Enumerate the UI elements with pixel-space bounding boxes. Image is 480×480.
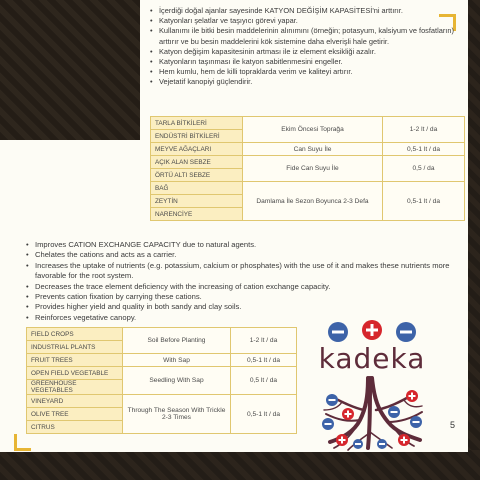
en-bullet: • Provides higher yield and quality in both sandy and clay soils. bbox=[26, 302, 458, 312]
kadeka-logo bbox=[308, 316, 436, 452]
table-row bbox=[151, 182, 465, 195]
en-bullet: • Chelates the cations and acts as a carrier. bbox=[26, 250, 458, 260]
en-bullet: • Increases the uptake of nutrients (e.g. potassium, calcium or phosphates) with the use of it and makes these nutrients more favorable for the root system. bbox=[26, 261, 458, 282]
table-row bbox=[151, 117, 465, 130]
crop-cell: CITRUS bbox=[27, 421, 123, 434]
crop-cell: OLIVE TREE bbox=[27, 408, 123, 421]
method-cell: Seedling With Sap bbox=[123, 367, 231, 395]
crop-cell: FIELD CROPS bbox=[27, 328, 123, 341]
method-cell: Soil Before Planting bbox=[123, 328, 231, 354]
method-cell: Through The Season With Trickle 2-3 Times bbox=[123, 395, 231, 434]
turkish-benefits-list bbox=[150, 6, 464, 88]
tr-bullet: • Hem kumlu, hem de killi topraklarda verim ve kaliteyi artırır. bbox=[150, 67, 464, 77]
crop-cell: TARLA BİTKİLERİ bbox=[151, 117, 243, 130]
method-cell: Ekim Öncesi Toprağa bbox=[243, 117, 383, 143]
crop-cell: INDUSTRIAL PLANTS bbox=[27, 341, 123, 354]
crop-cell: MEYVE AĞAÇLARI bbox=[151, 143, 243, 156]
en-bullet: • Prevents cation fixation by carrying these cations. bbox=[26, 292, 458, 302]
table-row bbox=[27, 328, 297, 341]
dose-cell: 0,5 / da bbox=[383, 156, 465, 182]
crop-cell: GREENHOUSE VEGETABLES bbox=[27, 380, 123, 395]
dose-cell: 1-2 lt / da bbox=[231, 328, 297, 354]
page-number: 5 bbox=[450, 420, 456, 430]
table-row bbox=[27, 354, 297, 367]
table-row bbox=[151, 156, 465, 169]
dose-cell: 0,5 lt / da bbox=[231, 367, 297, 395]
table-row bbox=[27, 367, 297, 380]
table-row bbox=[27, 395, 297, 408]
dose-cell: 1-2 lt / da bbox=[383, 117, 465, 143]
method-cell: Fide Can Suyu İle bbox=[243, 156, 383, 182]
dose-cell: 0,5-1 lt / da bbox=[383, 182, 465, 221]
crop-cell: AÇIK ALAN SEBZE bbox=[151, 156, 243, 169]
tr-bullet: • Katyon değişim kapasitesinin artması ile iz element eksikliği azalır. bbox=[150, 47, 464, 57]
english-benefits-list bbox=[26, 240, 458, 323]
crop-cell: ÖRTÜ ALTI SEBZE bbox=[151, 169, 243, 182]
bottom-frame bbox=[0, 450, 480, 480]
top-left-pattern bbox=[0, 0, 140, 140]
dose-cell: 0,5-1 lt / da bbox=[383, 143, 465, 156]
en-bullet: • Improves CATION EXCHANGE CAPACITY due to natural agents. bbox=[26, 240, 458, 250]
method-cell: Can Suyu İle bbox=[243, 143, 383, 156]
table-row bbox=[151, 143, 465, 156]
en-bullet: • Reinforces vegetative canopy. bbox=[26, 313, 458, 323]
crop-cell: FRUIT TREES bbox=[27, 354, 123, 367]
crop-cell: OPEN FIELD VEGETABLE bbox=[27, 367, 123, 380]
tr-bullet: • Katyonları şelatlar ve taşıyıcı görevi yapar. bbox=[150, 16, 464, 26]
corner-bracket-bottom-left bbox=[14, 434, 31, 451]
english-dosage-table bbox=[26, 327, 297, 434]
tr-bullet: • Vejetatif kanopiyi güçlendirir. bbox=[150, 77, 464, 87]
method-cell: Damlama İle Sezon Boyunca 2-3 Defa bbox=[243, 182, 383, 221]
crop-cell: BAĞ bbox=[151, 182, 243, 195]
tr-bullet: • Katyonların taşınması ile katyon sabitlenmesini engeller. bbox=[150, 57, 464, 67]
crop-cell: ENDÜSTRİ BİTKİLERİ bbox=[151, 130, 243, 143]
crop-cell: ZEYTİN bbox=[151, 195, 243, 208]
crop-cell: NARENCİYE bbox=[151, 208, 243, 221]
dose-cell: 0,5-1 lt / da bbox=[231, 354, 297, 367]
crop-cell: VINEYARD bbox=[27, 395, 123, 408]
en-bullet: • Decreases the trace element deficiency with the increasing of cation exchange capacity. bbox=[26, 282, 458, 292]
dose-cell: 0,5-1 lt / da bbox=[231, 395, 297, 434]
tr-bullet: • İçerdiği doğal ajanlar sayesinde KATYON DEĞİŞİM KAPASİTESİ'ni arttırır. bbox=[150, 6, 464, 16]
method-cell: With Sap bbox=[123, 354, 231, 367]
brand-wordmark: kadeka bbox=[318, 342, 426, 375]
tr-bullet: • Kullanımı ile bitki besin maddelerinin alınımını (örneğin; potasyum, kalsiyum ve fosfatların) arttırır ve bu besin maddelerini kök sistemine daha elverişli hale getirir. bbox=[150, 26, 464, 46]
turkish-dosage-table bbox=[150, 116, 465, 221]
right-frame bbox=[468, 0, 480, 480]
